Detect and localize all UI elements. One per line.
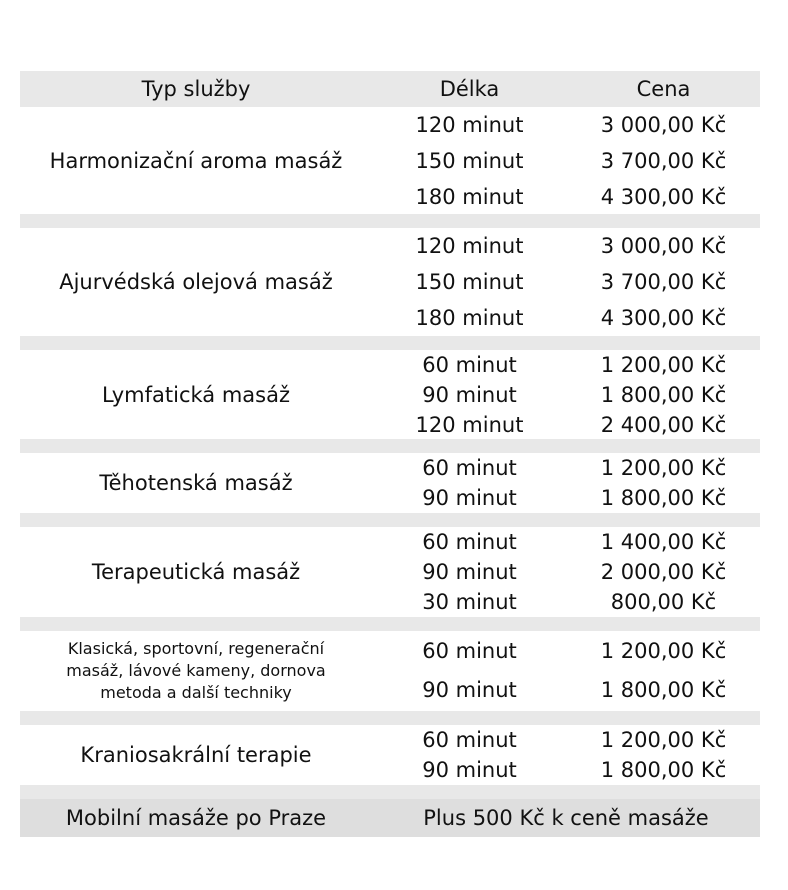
row-separator	[20, 214, 760, 228]
price-value: 1 200,00 Kč	[600, 352, 727, 377]
prices	[567, 350, 760, 439]
duration-value: 180 minut	[415, 184, 524, 209]
service-name	[20, 631, 372, 711]
price-value: 1 800,00 Kč	[600, 486, 727, 510]
price-value: 2 000,00 Kč	[600, 560, 727, 584]
durations	[372, 631, 567, 711]
duration-value: 120 minut	[415, 234, 524, 258]
service-name: Lymfatická masáž	[101, 382, 291, 407]
duration-value: 90 minut	[422, 382, 517, 407]
price-value: 4 300,00 Kč	[600, 184, 727, 209]
row-separator	[20, 336, 760, 350]
duration-value: 120 minut	[415, 112, 524, 137]
service-name-line: Klasická, sportovní, regenerační	[67, 639, 325, 658]
duration-value: 90 minut	[422, 758, 517, 782]
duration-value: 120 minut	[415, 412, 524, 437]
durations	[372, 725, 567, 785]
duration-value: 60 minut	[422, 352, 517, 377]
duration-value: 90 minut	[422, 486, 517, 510]
price-value: 1 200,00 Kč	[600, 728, 727, 752]
price-table	[20, 71, 760, 837]
duration-value: 150 minut	[415, 270, 524, 294]
mobile-massage-row	[20, 799, 760, 837]
row-separator	[20, 785, 760, 799]
price-value: 4 300,00 Kč	[600, 306, 727, 330]
service-group-ajurvedska	[20, 228, 760, 336]
mobile-massage-label: Mobilní masáže po Praze	[65, 806, 327, 830]
duration-value: 90 minut	[422, 678, 517, 702]
row-separator	[20, 711, 760, 725]
mobile-massage-note: Plus 500 Kč k ceně masáže	[423, 806, 709, 830]
prices	[567, 453, 760, 513]
service-name: Ajurvédská olejová masáž	[59, 270, 333, 294]
durations	[372, 527, 567, 617]
duration-value: 60 minut	[422, 639, 517, 663]
prices	[567, 228, 760, 336]
table-header	[20, 71, 760, 107]
header-duration: Délka	[439, 77, 500, 101]
price-value: 3 700,00 Kč	[600, 148, 727, 173]
service-group-klasicka	[20, 631, 760, 711]
duration-value: 90 minut	[422, 560, 517, 584]
price-value: 1 400,00 Kč	[600, 530, 727, 554]
price-value: 2 400,00 Kč	[600, 412, 727, 437]
duration-value: 180 minut	[415, 306, 524, 330]
service-name: Harmonizační aroma masáž	[49, 148, 343, 173]
durations	[372, 107, 567, 214]
price-value: 3 000,00 Kč	[600, 234, 727, 258]
service-group-lymfaticka	[20, 350, 760, 439]
price-value: 800,00 Kč	[610, 590, 717, 614]
duration-value: 60 minut	[422, 728, 517, 752]
prices	[567, 107, 760, 214]
price-value: 3 000,00 Kč	[600, 112, 727, 137]
duration-value: 60 minut	[422, 456, 517, 480]
durations	[372, 453, 567, 513]
service-name: Kraniosakrální terapie	[80, 743, 312, 767]
price-value: 1 800,00 Kč	[600, 678, 727, 702]
service-group-tehotenska	[20, 453, 760, 513]
row-separator	[20, 513, 760, 527]
durations	[372, 350, 567, 439]
header-price: Cena	[636, 77, 691, 101]
price-value: 1 200,00 Kč	[600, 456, 727, 480]
duration-value: 150 minut	[415, 148, 524, 173]
duration-value: 60 minut	[422, 530, 517, 554]
price-value: 1 800,00 Kč	[600, 758, 727, 782]
price-value: 3 700,00 Kč	[600, 270, 727, 294]
service-group-terapeuticka	[20, 527, 760, 617]
header-service: Typ služby	[141, 77, 251, 101]
row-separator	[20, 439, 760, 453]
durations	[372, 228, 567, 336]
duration-value: 30 minut	[422, 590, 517, 614]
row-separator	[20, 617, 760, 631]
service-name: Těhotenská masáž	[99, 471, 293, 495]
price-value: 1 800,00 Kč	[600, 382, 727, 407]
price-value: 1 200,00 Kč	[600, 639, 727, 663]
service-group-kraniosakralni	[20, 725, 760, 785]
service-name-line: metoda a další techniky	[100, 683, 292, 702]
service-name: Terapeutická masáž	[91, 560, 301, 584]
prices	[567, 527, 760, 617]
prices	[567, 725, 760, 785]
service-group-harmonizacni	[20, 107, 760, 214]
service-name-line: masáž, lávové kameny, dornova	[66, 661, 326, 680]
prices	[567, 631, 760, 711]
